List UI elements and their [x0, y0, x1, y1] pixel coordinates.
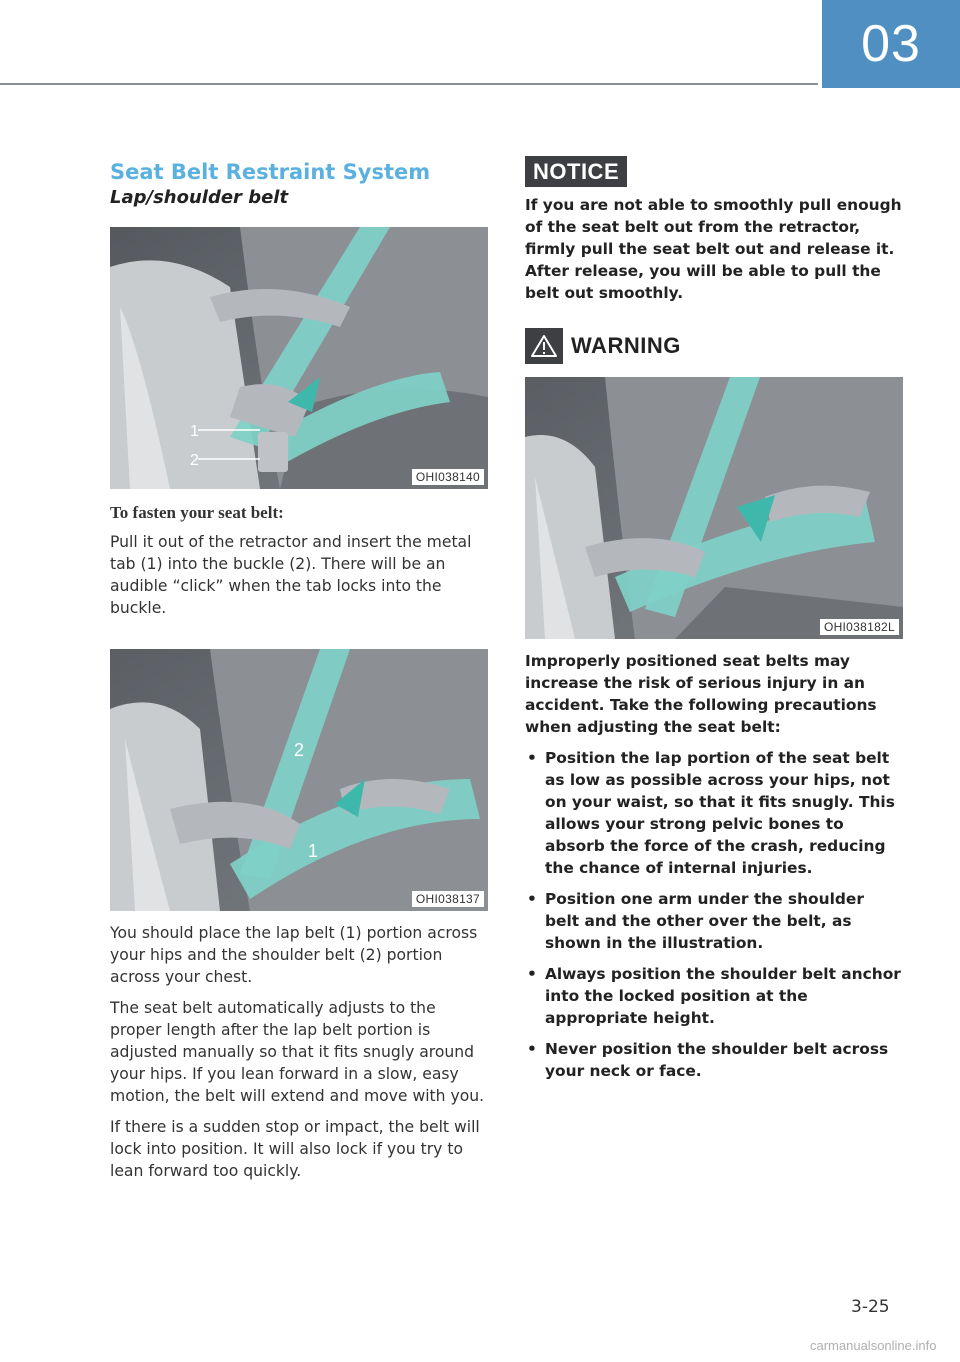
- header-rule: [0, 83, 818, 85]
- fasten-heading: To fasten your seat belt:: [110, 502, 284, 522]
- warning-label: WARNING: [571, 333, 681, 358]
- figure-seat-belt-warning: [525, 377, 903, 639]
- paragraph-auto-adjust: The seat belt automatically adjusts to the proper length after the lap belt portion is adjusted manually so that it fits snugly around your hips. If you lean forward in a slow, easy motion, the belt will extend and move with you.: [110, 998, 485, 1105]
- left-column: [110, 156, 488, 1182]
- page-number: 3-25: [851, 1297, 890, 1317]
- callout-1: 1: [190, 422, 199, 440]
- list-item: • Position one arm under the shoulder belt and the other over the belt, as shown in the illustration.: [525, 888, 903, 954]
- list-item: • Always position the shoulder belt anchor into the locked position at the appropriate height.: [525, 963, 903, 1029]
- paragraph-lock: If there is a sudden stop or impact, the belt will lock into position. It will also lock if you try to lean forward too quickly.: [110, 1117, 480, 1180]
- figure-belt-position: [110, 649, 488, 911]
- warning-intro: Improperly positioned seat belts may increase the risk of serious injury in an accident. Take the following precautions when adjusting the seat belt:: [525, 652, 877, 736]
- list-item: • Never position the shoulder belt across your neck or face.: [525, 1038, 903, 1082]
- seat-belt-warning-illustration: [525, 377, 903, 639]
- seatbelt-buckle-illustration: [110, 227, 488, 489]
- precaution-list: [525, 747, 903, 1082]
- paragraph-lap-belt: You should place the lap belt (1) portion across your hips and the shoulder belt (2) portion across your chest.: [110, 923, 478, 986]
- callout-2: 2: [294, 739, 305, 760]
- figure-code: OHI038137: [412, 891, 484, 907]
- watermark: carmanualsonline.info: [810, 1338, 937, 1353]
- right-column: [525, 156, 903, 1091]
- lap-shoulder-belt-illustration: [110, 649, 488, 911]
- figure-code: OHI038182L: [820, 619, 899, 635]
- figure-code: OHI038140: [412, 469, 484, 485]
- section-title: Seat Belt Restraint System: [110, 160, 431, 184]
- callout-2: 2: [190, 451, 199, 469]
- figure-fasten-belt: [110, 227, 488, 489]
- fasten-text: Pull it out of the retractor and insert the metal tab (1) into the buckle (2). There will be an audible “click” when the tab locks into the buckle.: [110, 532, 472, 617]
- notice-text: If you are not able to smoothly pull enough of the seat belt out from the retractor, firmly pull the seat belt out and release it. After release, you will be able to pull the belt out smoothly.: [525, 196, 902, 302]
- chapter-tab: 03: [822, 0, 960, 88]
- warning-triangle-icon: [525, 328, 563, 364]
- list-item: • Position the lap portion of the seat belt as low as possible across your hips, not on your waist, so that it fits snugly. This allows your strong pelvic bones to absorb the force of the crash, reducing the chance of internal injuries.: [525, 747, 903, 879]
- warning-header: [525, 328, 903, 364]
- notice-badge: NOTICE: [525, 156, 627, 187]
- callout-1: 1: [308, 840, 319, 861]
- sub-title: Lap/shoulder belt: [110, 187, 289, 209]
